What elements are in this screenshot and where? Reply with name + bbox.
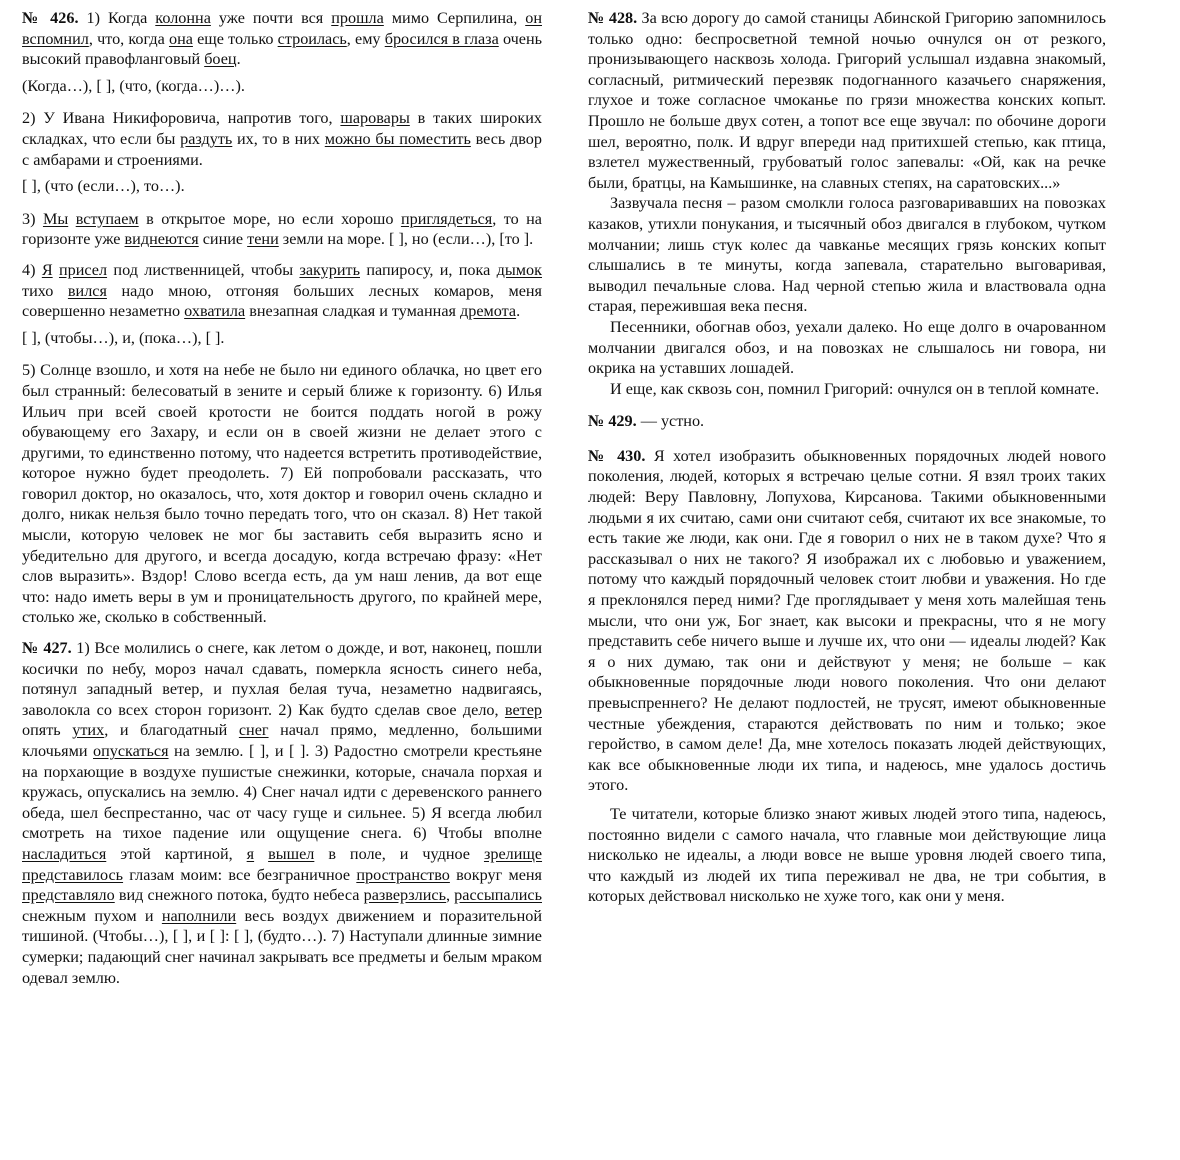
exercise-428 — [588, 8, 1106, 399]
paragraph: И еще, как сквозь сон, помнил Григорий: очнулся он в теплой комнате. — [610, 379, 1100, 398]
exercise-427 — [22, 638, 542, 988]
exercise-429 — [588, 411, 1106, 432]
left-column — [22, 8, 542, 998]
exercise-text: 1) Когда колонна уже почти вся прошла мимо Серпилина, он вспомнил, что, когда она еще только строилась, ему бросился в глаза очень высокий правофланговый боец. — [22, 9, 542, 69]
exercise-text: 1) Все молились о снеге, как летом о дожде, и вот, наконец, пошли косички по небу, мороз начал сдавать, померкла ясность синего неба, потянул западный ветер, и пухлая белая туча, незаметно надвигаясь, заволокла со всех сторон горизонт. 2) Как будто сделав свое дело, ветер опять утих, и благодатный снег начал прямо, медленно, большими клочьями опускаться на землю. [ ], и [ ]. 3) Радостно смотрели крестьяне на порхающие в воздухе пушистые снежинки, которые, сначала порхая и кружась, опускались на землю. 4) Снег начал идти с деревенского раннего обеда, шел беспрестанно, час от часу гуще и сильнее. 5) Я всегда любил смотреть на тихое падение или ощущение снега. 6) Чтобы вполне насладиться этой картиной, я вышел в поле, и чудное зрелище представилось глазам моим: все безграничное пространство вокруг меня представляло вид снежного потока, будто небеса разверзлись, рассыпались снежным пухом и наполнили весь воздух движением и поразительной тишиной. (Чтобы…), [ ], и [ ]: [ ], (будто…). 7) Наступали длинные зимние сумерки; падающий снег начинал закрывать все предметы и белым мраком одевал землю. — [22, 639, 543, 987]
exercise-426-item-4: 4) Я присел под лиственницей, чтобы закурить папиросу, и, пока дымок тихо вился надо мною, отгоняя больших лесных комаров, меня совершенно незаметно охватила внезапная сладкая и туманная дремота. — [22, 260, 543, 321]
exercise-430 — [588, 446, 1106, 907]
exercise-426-item-3: 3) Мы вступаем в открытое море, но если хорошо приглядеться, то на горизонте уже виднеются синие тени земли на море. [ ], но (если…), [то ]. — [22, 209, 542, 249]
exercise-number: № 430. — [588, 446, 646, 465]
exercise-426-item-5: 5) Солнце взошло, и хотя на небе не было ни единого облачка, но цвет его был странный: белесоватый в зените и серый ближе к горизонту. 6) Илья Ильич при всей своей кротости не боится поддать ногой в рожу обувающему его Захару, и если он в своей жизни не делает этого с другими, то единственно потому, что надеется встретить противодействие, которое нужно будет преодолеть. 7) Ей попробовали рассказать, что говорил доктор, но оказалось, что, хотя доктор и говорил очень складно и долго, никак нельзя было точно передать того, что он сказал. 8) Нет такой мысли, которую человек не мог бы заставить себя выразить ясно и убедительно для другого, и всегда досадую, когда встречаю фразу: «Нет слов выразить». Вздор! Слово всегда есть, да ум наш ленив, да вот еще что: надо иметь веры в ум и проницательность другого, по крайней мере, столько же, сколько в собственный. — [22, 361, 542, 627]
paragraph-text: Я хотел изобразить обыкновенных порядочных людей нового поколения, людей, которых я встречаю целые сотни. Я взял троих таких людей: Веру Павловну, Лопухова, Кирсанова. Такими обыкновенными людьми я их считаю, сами они считают себя, считают их все знакомые, то есть такие же люди, как они. Где я говорил о них не в таком духе? Что я рассказывал о них не такого? Я изображал их с любовью и уважением, потому что каждый порядочный человек стоит любви и уважения. Но где я преклонялся перед ними? Где проглядывает у меня хоть малейшая тень мысли, что они уж, Бог знает, как высоки и прекрасны, что я не могу представить себе ничего выше и лучше их, что они — идеалы людей? Как я о них думаю, так они и действуют у меня; не больше – как обыкновенные порядочные люди нового поколения. Что они делают превыспреннего? Не делают подлостей, не трусят, имеют обыкновенные честные убеждения, стараются действовать по ним и только; экое геройство, в самом деле! Да, мне хотелось показать людей действующих, как все обыкновенные люди их типа, и надеюсь, мне удалось достичь этого. — [588, 446, 1106, 795]
sentence-scheme: (Когда…), [ ], (что, (когда…)…). — [22, 76, 245, 95]
exercise-number: № 426. — [22, 9, 79, 27]
exercise-426-item-2: 2) У Ивана Никифоровича, напротив того, шаровары в таких широких складках, что если бы раздуть их, то в них можно бы поместить весь двор с амбарами и строениями. — [22, 109, 542, 169]
paragraph: Те читатели, которые близко знают живых людей этого типа, надеюсь, постоянно видели с самого начала, что главные мои действующие лица нисколько не идеалы, а люди вовсе не выше уровня людей своего типа, что каждый из людей их типа переживал не два, не три события, в которых действовал нисколько не хуже того, как они у меня. — [588, 804, 1106, 906]
exercise-426 — [22, 8, 542, 628]
exercise-number: № 429. — [588, 412, 637, 431]
sentence-scheme: [ ], (чтобы…), и, (пока…), [ ]. — [22, 328, 225, 347]
exercise-number: № 428. — [588, 9, 638, 27]
paragraph-text: За всю дорогу до самой станицы Абинской Григорию запомнилось только одно: беспросветной темной ночью очнулся он от резкого, пронизывающего насквозь холода. Григорий услышал издавна знакомый, согласный, ритмический перезвяк подогнанного казачьего снаряжения, глухое и тоже согласное чмоканье по грязи множества конских копыт. Прошло не больше двух сотен, а топот все еще звучал: по обочине дороги шел, вероятно, полк. И вдруг впереди над притихшей степью, как птица, взлетел мужественный, грубоватый голос запевалы: «Ой, как на речке были, братцы, на Камышинке, на славных степях, на саратовских...» — [588, 9, 1106, 192]
paragraph: Песенники, обогнав обоз, уехали далеко. Но еще долго в очарованном молчании двигался обоз, и на повозках не слышалось ни говора, ни окрика на уставших лошадей. — [588, 317, 1106, 378]
exercise-text: — устно. — [640, 412, 705, 431]
exercise-426-item-1 — [22, 8, 542, 70]
right-column — [588, 8, 1106, 917]
paragraph: Зазвучала песня – разом смолкли голоса разговаривавших на повозках казаков, утихли понукания, и тысячный обоз двигался в глубоком, чутком молчании; лишь стук колес да чавканье месящих грязь конских копыт слышались в те минуты, когда запевала, старательно выговаривая, выводил печальные слова. Над черной степью жила и властвовала одна старая, пережившая века песня. — [588, 194, 1106, 316]
sentence-scheme: [ ], (что (если…), то…). — [22, 177, 185, 196]
paragraph — [588, 8, 1106, 193]
exercise-number: № 427. — [22, 639, 72, 658]
